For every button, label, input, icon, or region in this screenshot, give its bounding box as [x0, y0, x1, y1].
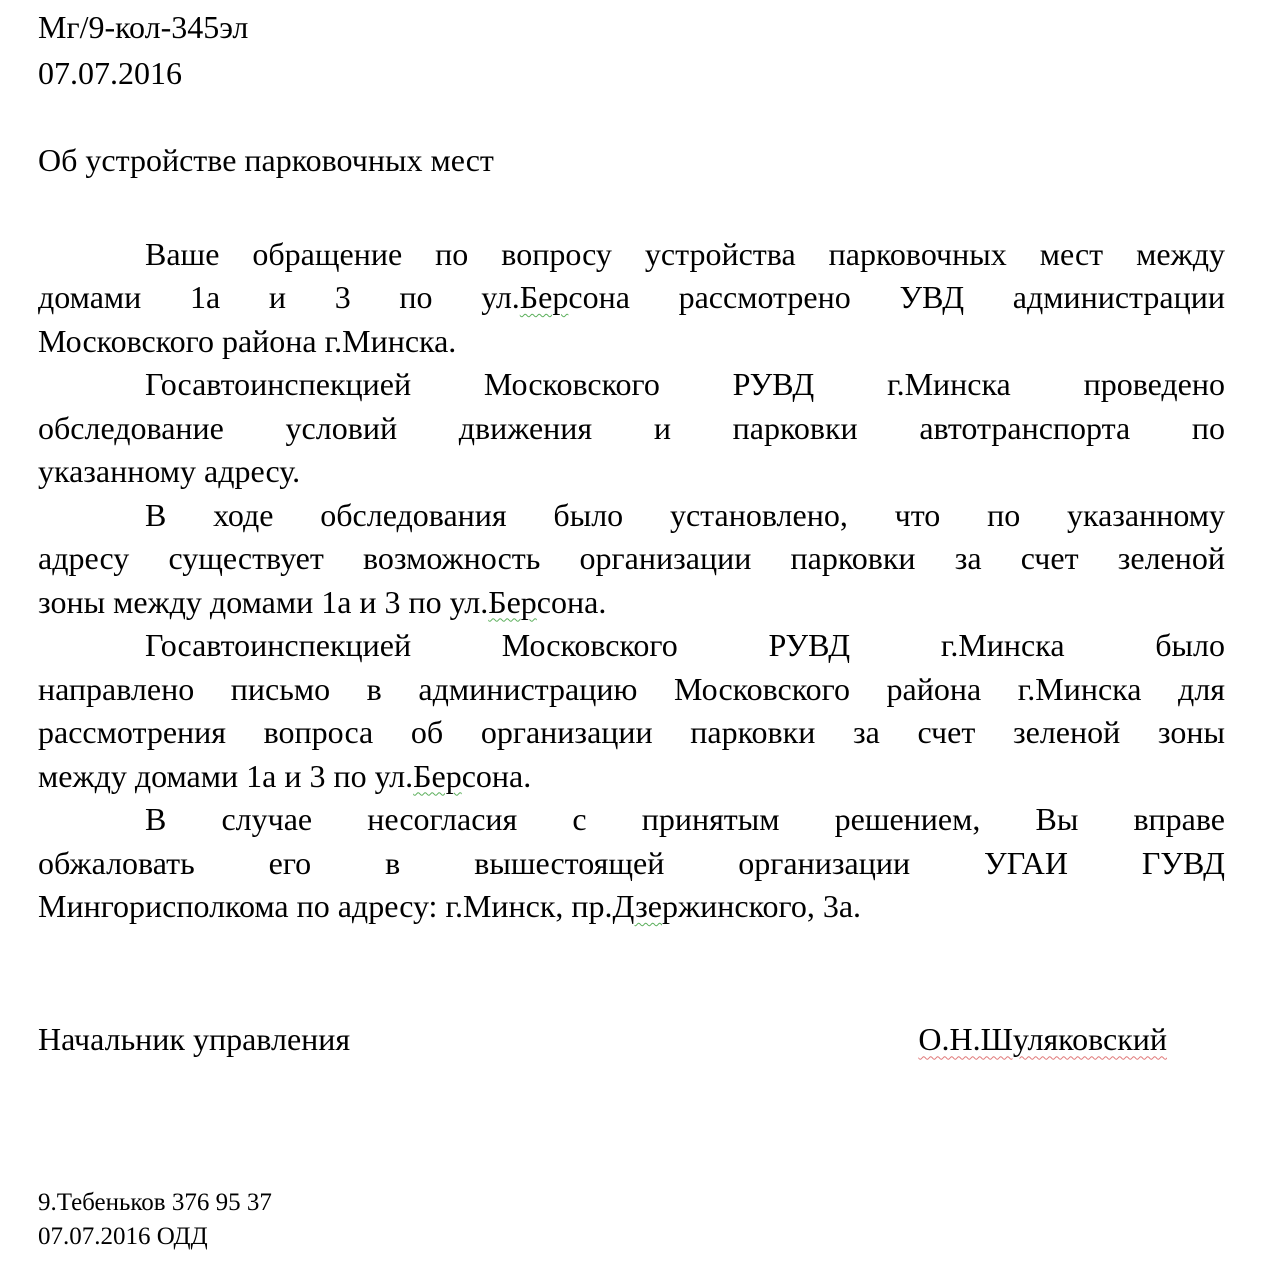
executor-line: 9.Тебеньков 376 95 37	[38, 1189, 272, 1216]
grammar-flagged-text: Бер	[413, 757, 462, 794]
text-segment: В ходе обследования было установлено, что по указанному	[145, 496, 1225, 533]
text-line	[38, 668, 1225, 712]
text-line	[38, 798, 1225, 842]
text-line	[38, 581, 1225, 625]
text-segment: обжаловать его в вышестоящей организации УГАИ ГУВД	[38, 844, 1225, 881]
text-segment: зоны между домами 1а и 3 по ул.	[38, 583, 489, 620]
text-segment: Ваше обращение по вопросу устройства парковочных мест между	[145, 235, 1225, 272]
text-line	[38, 537, 1225, 581]
text-line	[38, 885, 1225, 929]
text-segment: указанному адресу.	[38, 453, 301, 489]
letter-date: 07.07.2016	[38, 55, 182, 91]
text-line	[38, 363, 1225, 407]
text-segment: направлено письмо в администрацию Московского района г.Минска для	[38, 670, 1225, 707]
grammar-flagged-text: Бер	[488, 583, 537, 620]
text-segment: сона рассмотрено УВД администрации	[568, 279, 1226, 315]
paragraph	[38, 363, 1225, 494]
text-line	[38, 233, 1225, 277]
text-segment: В случае несогласия с принятым решением, Вы вправе	[145, 801, 1225, 837]
text-segment: Мингорисполкома по адресу: г.Минск, пр.	[38, 888, 613, 924]
text-line	[38, 755, 1225, 799]
text-segment: Госавтоинспекцией Московского РУВД г.Минска было	[145, 627, 1225, 663]
text-segment: Московского района г.Минска.	[38, 322, 457, 359]
ref-number: Мг/9-кол-345эл	[38, 9, 249, 45]
grammar-flagged-text: Дзе	[612, 888, 662, 924]
text-segment: ржинского, 3а.	[662, 888, 862, 924]
text-segment: адресу существует возможность организации парковки за счет зеленой	[38, 540, 1225, 576]
letter-body	[38, 233, 1225, 929]
paragraph	[38, 233, 1225, 364]
text-line	[38, 842, 1225, 886]
text-segment: обследование условий движения и парковки автотранспорта по	[38, 409, 1225, 446]
paragraph	[38, 624, 1225, 798]
text-line	[38, 276, 1225, 320]
subject-line: Об устройстве парковочных мест	[38, 142, 494, 178]
text-segment: сона.	[461, 757, 532, 794]
grammar-flagged-text: Бер	[519, 279, 569, 315]
paragraph	[38, 494, 1225, 625]
text-line	[38, 494, 1225, 538]
text-line	[38, 407, 1225, 451]
signatory-position: Начальник управления	[38, 1020, 351, 1057]
paragraph	[38, 798, 1225, 929]
date-department-line: 07.07.2016 ОДД	[38, 1223, 208, 1250]
text-line	[38, 450, 1225, 494]
letter-footer	[38, 1186, 1225, 1254]
text-line	[38, 320, 1225, 364]
text-segment: сона.	[536, 583, 607, 620]
ref-block	[38, 4, 1225, 96]
text-segment: Госавтоинспекцией Московского РУВД г.Минска проведено	[145, 366, 1225, 402]
text-line	[38, 624, 1225, 668]
text-segment: рассмотрения вопроса об организации парковки за счет зеленой зоны	[38, 714, 1225, 750]
signatory-name: О.Н.Шуляковский	[918, 1020, 1167, 1057]
text-segment: домами 1а и 3 по ул.	[38, 279, 520, 315]
text-line	[38, 711, 1225, 755]
signature-row	[38, 1018, 1225, 1062]
text-segment: между домами 1а и 3 по ул.	[38, 757, 414, 794]
